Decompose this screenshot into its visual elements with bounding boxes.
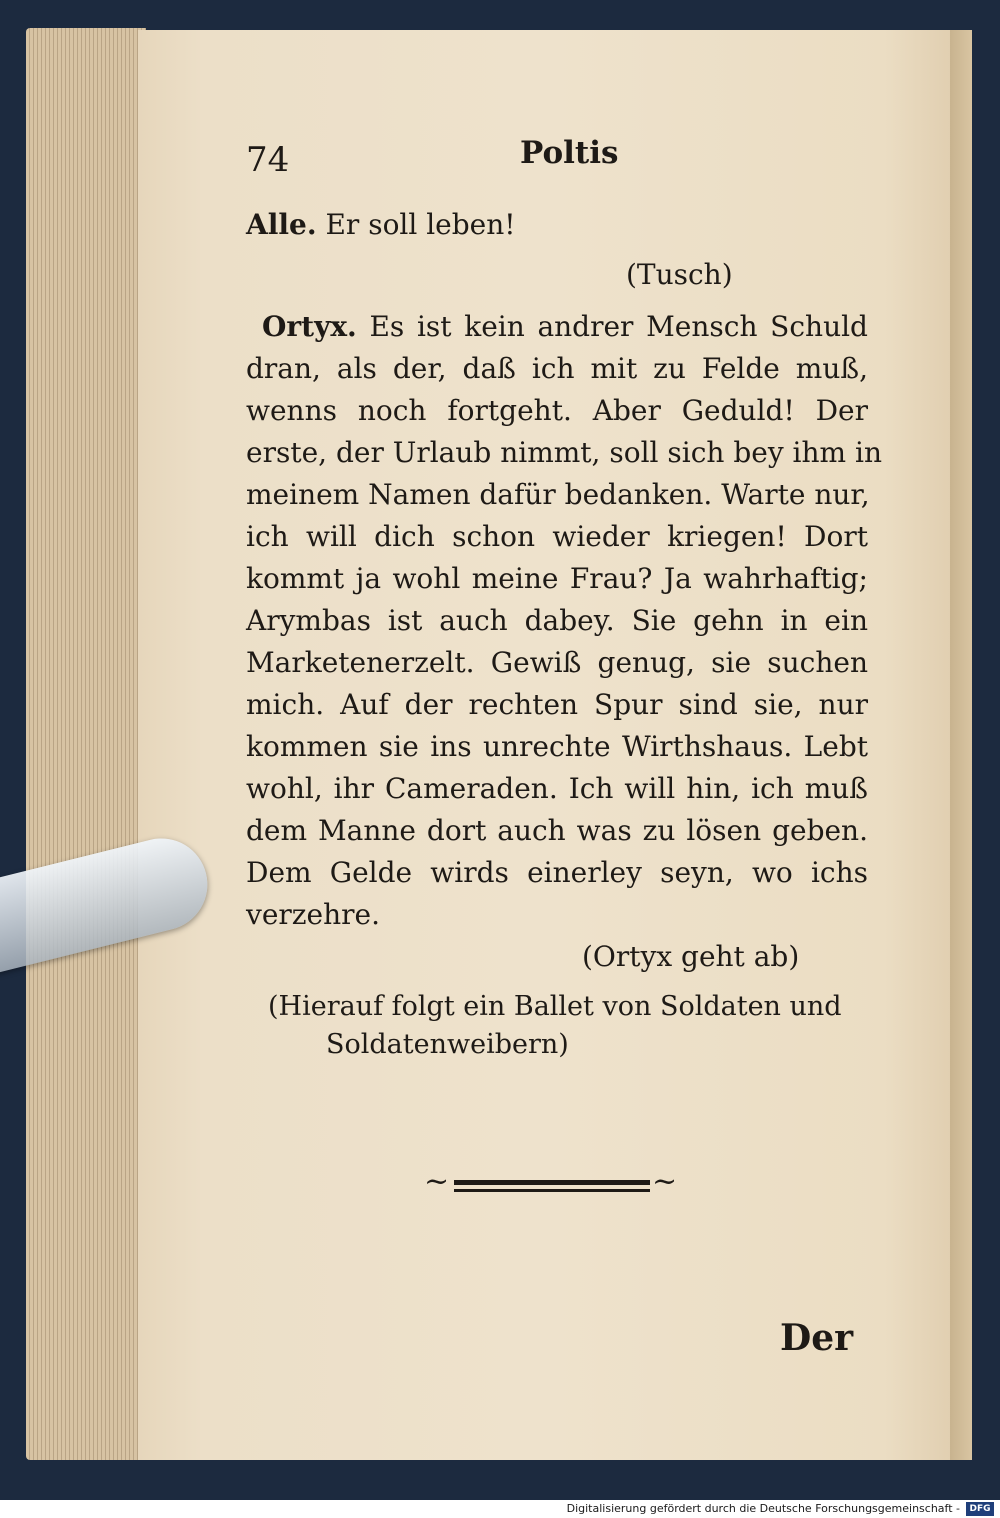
speech-text: Er soll leben!: [325, 208, 516, 241]
paragraph-text: Es ist kein andrer Mensch Schuld: [369, 310, 868, 343]
paragraph-line-13: dem Manne dort auch was zu lösen geben.: [246, 814, 868, 847]
facing-page-edge: [950, 30, 972, 1460]
paragraph-line-7: kommt ja wohl meine Frau? Ja wahrhaftig;: [246, 562, 868, 595]
paragraph-line-2: dran, als der, daß ich mit zu Felde muß,: [246, 352, 868, 385]
stage-direction-exit: (Ortyx geht ab): [582, 940, 800, 973]
running-head: Poltis: [520, 135, 619, 171]
stage-direction-ballet-line-1: (Hierauf folgt ein Ballet von Soldaten und: [268, 991, 842, 1022]
paragraph-line-10: mich. Auf der rechten Spur sind sie, nur: [246, 688, 868, 721]
paragraph-line-11: kommen sie ins unrechte Wirthshaus. Lebt: [246, 730, 868, 763]
paragraph-line-12: wohl, ihr Cameraden. Ich will hin, ich muß: [246, 772, 868, 805]
paragraph-line-1: [262, 306, 868, 347]
paragraph-line-8: Arymbas ist auch dabey. Sie gehn in ein: [246, 604, 868, 637]
dfg-logo-icon: DFG: [966, 1502, 994, 1516]
page-block-edge: [26, 28, 146, 1460]
paragraph-line-3: wenns noch fortgeht. Aber Geduld! Der: [246, 394, 868, 427]
section-divider-ornament: ~ ~: [424, 1164, 678, 1199]
funding-credit: Digitalisierung gefördert durch die Deutsche Forschungsgemeinschaft -: [566, 1502, 960, 1515]
speaker-name: Alle.: [246, 208, 317, 241]
paragraph-line-5: meinem Namen dafür bedanken. Warte nur,: [246, 478, 870, 511]
paragraph-line-15: verzehre.: [246, 898, 380, 931]
page-number: 74: [246, 140, 290, 180]
stage-direction-tusch: (Tusch): [626, 258, 733, 291]
speaker-name: Ortyx.: [262, 310, 357, 343]
paragraph-line-9: Marketenerzelt. Gewiß genug, sie suchen: [246, 646, 868, 679]
paragraph-line-4: erste, der Urlaub nimmt, soll sich bey ihm in: [246, 436, 882, 469]
paragraph-line-14: Dem Gelde wirds einerley seyn, wo ichs: [246, 856, 868, 889]
footer-bar: [0, 1500, 1000, 1518]
paragraph-line-6: ich will dich schon wieder kriegen! Dort: [246, 520, 868, 553]
stage-direction-ballet-line-2: Soldatenweibern): [326, 1029, 569, 1060]
speech-line-alle: [246, 204, 868, 245]
catchword: Der: [780, 1317, 854, 1359]
